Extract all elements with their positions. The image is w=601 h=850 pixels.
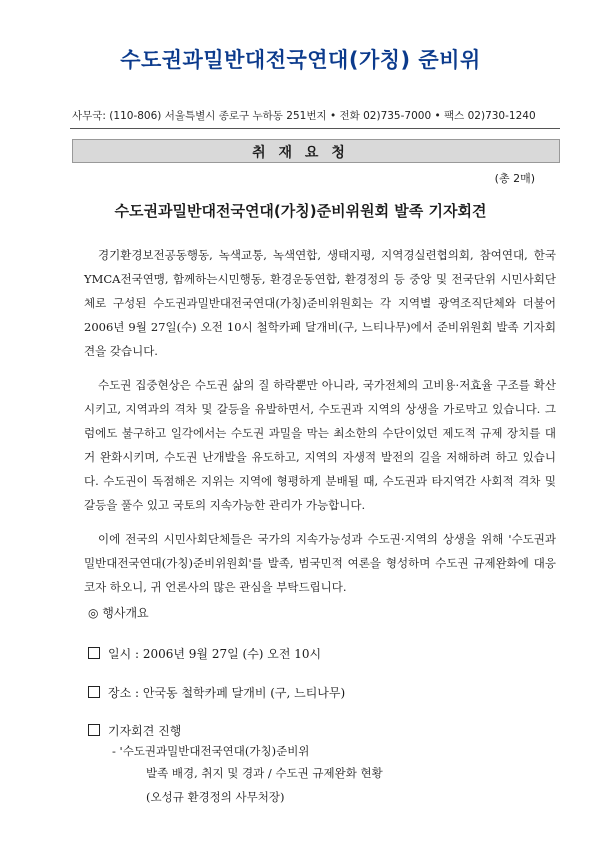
org-title: 수도권과밀반대전국연대(가칭) 준비위 [120,48,481,72]
org-address: 사무국: (110-806) 서울특별시 종로구 누하동 251번지 • 전화 02)735-7000 • 팩스 02)730-1240 [72,110,536,122]
checkbox-icon [88,724,100,736]
overview-date-item [88,645,321,662]
overview-place: 장소 : 안국동 철학카페 달개비 (구, 느티나무) [108,686,346,700]
press-headline: 수도권과밀반대전국연대(가칭)준비위원회 발족 기자회견 [114,202,487,220]
overview-progress-item [88,722,181,739]
body-paragraph-2: 수도권 집중현상은 수도권 삶의 질 하락뿐만 아니라, 국가전체의 고비용·저효율 구조를 확산시키고, 지역과의 격차 및 갈등을 유발하면서, 수도권과 지역의 상생을 가로막고 있습니다. 그럼에도 불구하고 일각에서는 수도권 과밀을 막는 최소한의 수단이었던 제도적 규제 장치를 대거 완화시키며, 수도권 난개발을 유도하고, 지역의 자생적 발전의 길을 저해하려 하고 있습니다. 수도권이 독점해온 지위는 지역에 형평하게 분배될 때, 수도권과 타지역간 사회적 격차 및 갈등을 풀수 있고 국토의 지속가능한 관리가 가능합니다. [84,378,556,512]
header-divider [70,128,560,129]
body-paragraph-1: 경기환경보전공동행동, 녹색교통, 녹색연합, 생태지평, 지역경실련협의회, 참여연대, 한국YMCA전국연맹, 함께하는시민행동, 환경운동연합, 환경정의 등 중앙 및 전국단위 시민사회단체로 구성된 수도권과밀반대전국연대(가칭)준비위원회는 각 지역별 광역조직단체와 더불어 2006년 9월 27일(수) 오전 10시 철학카페 달개비(구, 느티나무)에서 준비위원회 발족 기자회견을 갖습니다. [84,248,556,358]
progress-item: - '수도권과밀반대전국연대(가칭)준비위 [112,744,310,758]
overview-progress: 기자회견 진행 [108,724,182,738]
page-count: (총 2매) [494,172,535,185]
progress-detail: 발족 배경, 취지 및 경과 / 수도권 규제완화 현황 [146,766,383,780]
checkbox-icon [88,647,100,659]
overview-heading: ◎ 행사개요 [88,606,149,620]
request-title: 취 재 요 청 [252,145,349,161]
overview-place-item [88,684,345,701]
progress-speaker: (오성규 환경정의 사무처장) [146,790,285,804]
overview-date: 일시 : 2006년 9월 27일 (수) 오전 10시 [108,647,322,661]
body-paragraph-3: 이에 전국의 시민사회단체들은 국가의 지속가능성과 수도권·지역의 상생을 위해 '수도권과밀반대전국연대(가칭)준비위원회'를 발족, 범국민적 여론을 형성하며 수도권 규제완화에 대응코자 하오니, 귀 언론사의 많은 관심을 부탁드립니다. [84,532,556,594]
checkbox-icon [88,686,100,698]
